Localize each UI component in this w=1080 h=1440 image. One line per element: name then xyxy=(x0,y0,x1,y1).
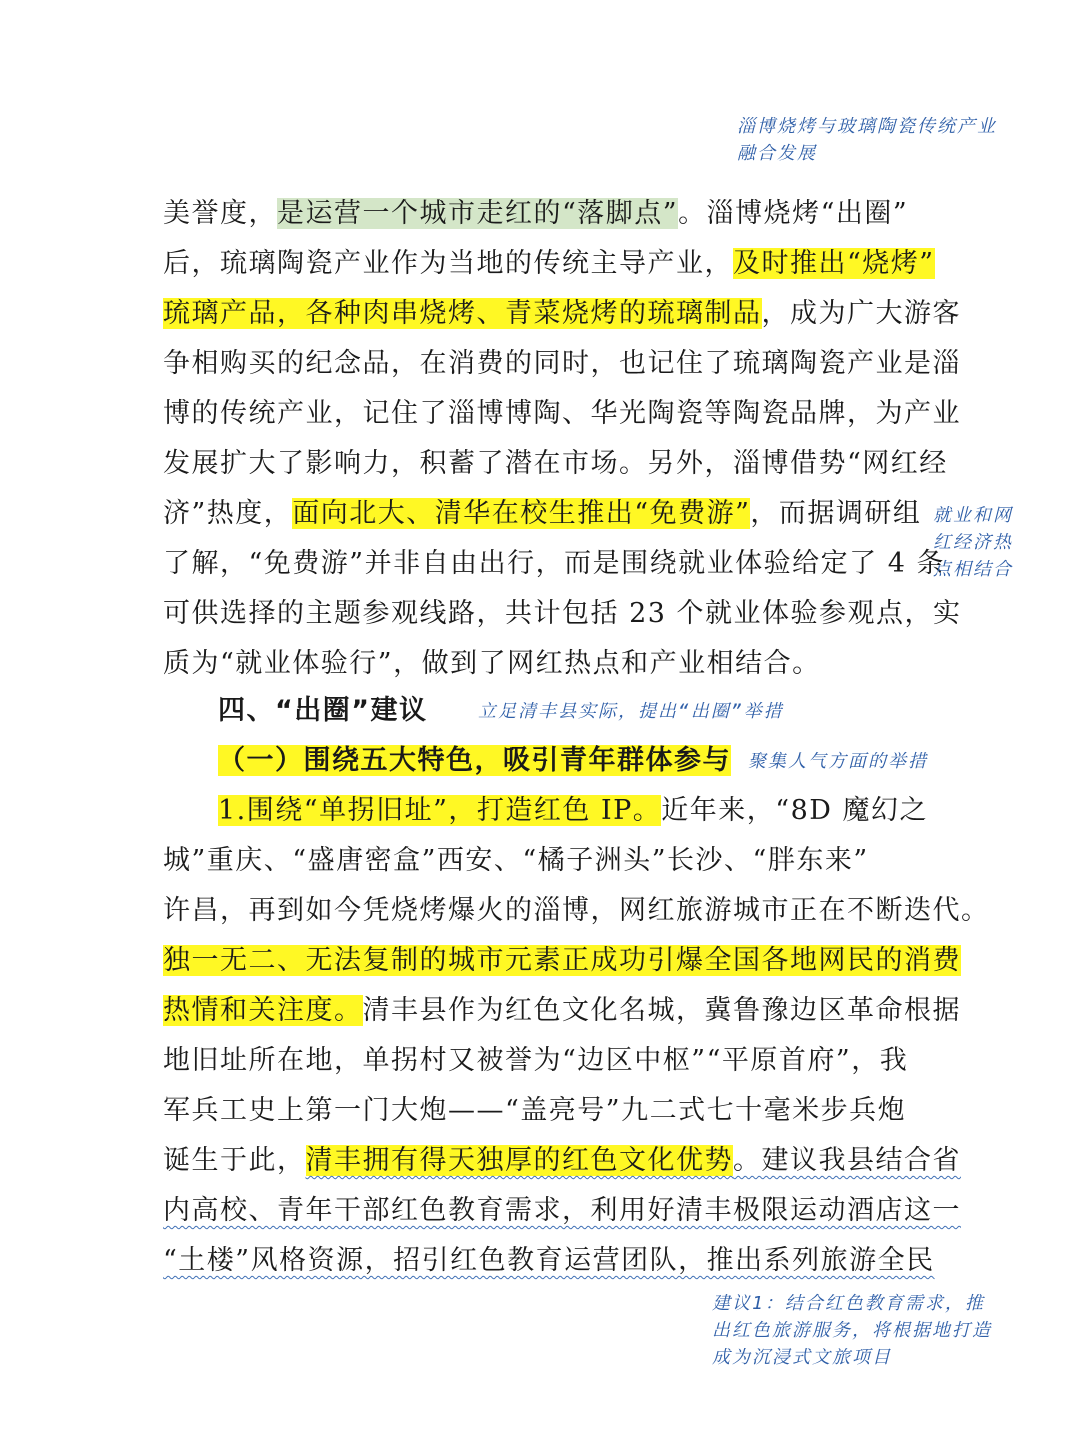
highlight-yellow: 热情和关注度。 xyxy=(163,995,363,1026)
paragraph-line: 发展扩大了影响力，积蓄了潜在市场。另外，淄博借势“网红经 xyxy=(163,448,948,479)
annotation-top xyxy=(737,113,997,167)
paragraph-line xyxy=(163,489,923,539)
text-run: ，而据调研组 xyxy=(750,498,922,529)
paragraph-line: 许昌，再到如今凭烧烤爆火的淄博，网红旅游城市正在不断迭代。 xyxy=(163,895,990,926)
highlight-yellow: （一）围绕五大特色，吸引青年群体参与 xyxy=(218,745,731,776)
underlined-text: 。建议我县结合省 xyxy=(733,1145,961,1176)
paragraph-line xyxy=(163,1136,961,1186)
paragraph-line xyxy=(218,786,929,836)
annotation-line: 融合发展 xyxy=(737,143,817,164)
paragraph-line xyxy=(163,189,923,239)
annotation-line: 淄博烧烤与玻璃陶瓷传统产业 xyxy=(737,116,997,137)
paragraph-line xyxy=(163,1186,961,1236)
underlined-text: 内高校、青年干部红色教育需求，利用好清丰极限运动酒店这一 xyxy=(163,1195,961,1226)
underlined-text: “土楼”风格资源，招引红色教育运营团队，推出系列旅游全民 xyxy=(163,1245,935,1276)
highlight-yellow-underlined: 清丰拥有得天独厚的红色文化优势 xyxy=(305,1145,733,1176)
annotation-bottom xyxy=(712,1290,992,1371)
annotation-line: 建议1：结合红色教育需求，推 xyxy=(712,1293,985,1314)
highlight-yellow: 1.围绕“单拐旧址”，打造红色 IP。 xyxy=(218,795,662,826)
paragraph-line xyxy=(163,936,961,986)
text-run: 美誉度， xyxy=(163,198,277,229)
text-run: 。淄博烧烤“出圈” xyxy=(678,198,909,229)
highlight-yellow: 独一无二、无法复制的城市元素正成功引爆全国各地网民的消费 xyxy=(163,945,961,976)
paragraph-line: 可供选择的主题参观线路，共计包括 23 个就业体验参观点，实 xyxy=(163,598,962,629)
paragraph-line: 城”重庆、“盛唐密盒”西安、“橘子洲头”长沙、“胖东来” xyxy=(163,845,869,876)
paragraph-line: 争相购买的纪念品，在消费的同时，也记住了琉璃陶瓷产业是淄 xyxy=(163,348,961,379)
annotation-side xyxy=(933,502,1013,583)
text-run: 济”热度， xyxy=(163,498,293,529)
text-run: 清丰县作为红色文化名城，冀鲁豫边区革命根据 xyxy=(362,995,961,1026)
annotation-subsection: 聚集人气方面的举措 xyxy=(748,751,928,772)
section-heading: 四、“出圈”建议 xyxy=(218,695,428,726)
highlight-yellow: 面向北大、清华在校生推出“免费游” xyxy=(292,498,751,529)
text-run: 诞生于此， xyxy=(163,1145,306,1176)
text-run: 后，琉璃陶瓷产业作为当地的传统主导产业， xyxy=(163,248,733,279)
annotation-line: 成为沉浸式文旅项目 xyxy=(712,1347,892,1368)
annotation-line: 点相结合 xyxy=(933,559,1013,580)
annotation-line: 就业和网 xyxy=(933,505,1013,526)
text-run: ，成为广大游客 xyxy=(761,298,961,329)
annotation-section-heading: 立足清丰县实际，提出“出圈”举措 xyxy=(478,701,784,722)
highlight-yellow: 琉璃产品，各种肉串烧烤、青菜烧烤的琉璃制品 xyxy=(163,298,762,329)
annotation-line: 出红色旅游服务，将根据地打造 xyxy=(712,1320,992,1341)
paragraph-line: 军兵工史上第一门大炮——“盖亮号”九二式七十毫米步兵炮 xyxy=(163,1095,907,1126)
paragraph-line xyxy=(163,239,935,289)
paragraph-line: 地旧址所在地，单拐村又被誉为“边区中枢”“平原首府”，我 xyxy=(163,1045,909,1076)
text-run: 近年来，“8D 魔幻之 xyxy=(661,795,929,826)
paragraph-line: 博的传统产业，记住了淄博博陶、华光陶瓷等陶瓷品牌，为产业 xyxy=(163,398,961,429)
paragraph-line: 质为“就业体验行”，做到了网红热点和产业相结合。 xyxy=(163,648,821,679)
highlight-yellow: 及时推出“烧烤” xyxy=(733,248,935,279)
annotation-line: 红经济热 xyxy=(933,532,1013,553)
paragraph-line xyxy=(163,1236,935,1286)
highlight-green: 是运营一个城市走红的“落脚点” xyxy=(277,198,679,229)
paragraph-line xyxy=(163,289,961,339)
subsection-heading xyxy=(218,736,731,786)
paragraph-line: 了解，“免费游”并非自由出行，而是围绕就业体验给定了 4 条 xyxy=(163,548,945,579)
paragraph-line xyxy=(163,986,961,1036)
